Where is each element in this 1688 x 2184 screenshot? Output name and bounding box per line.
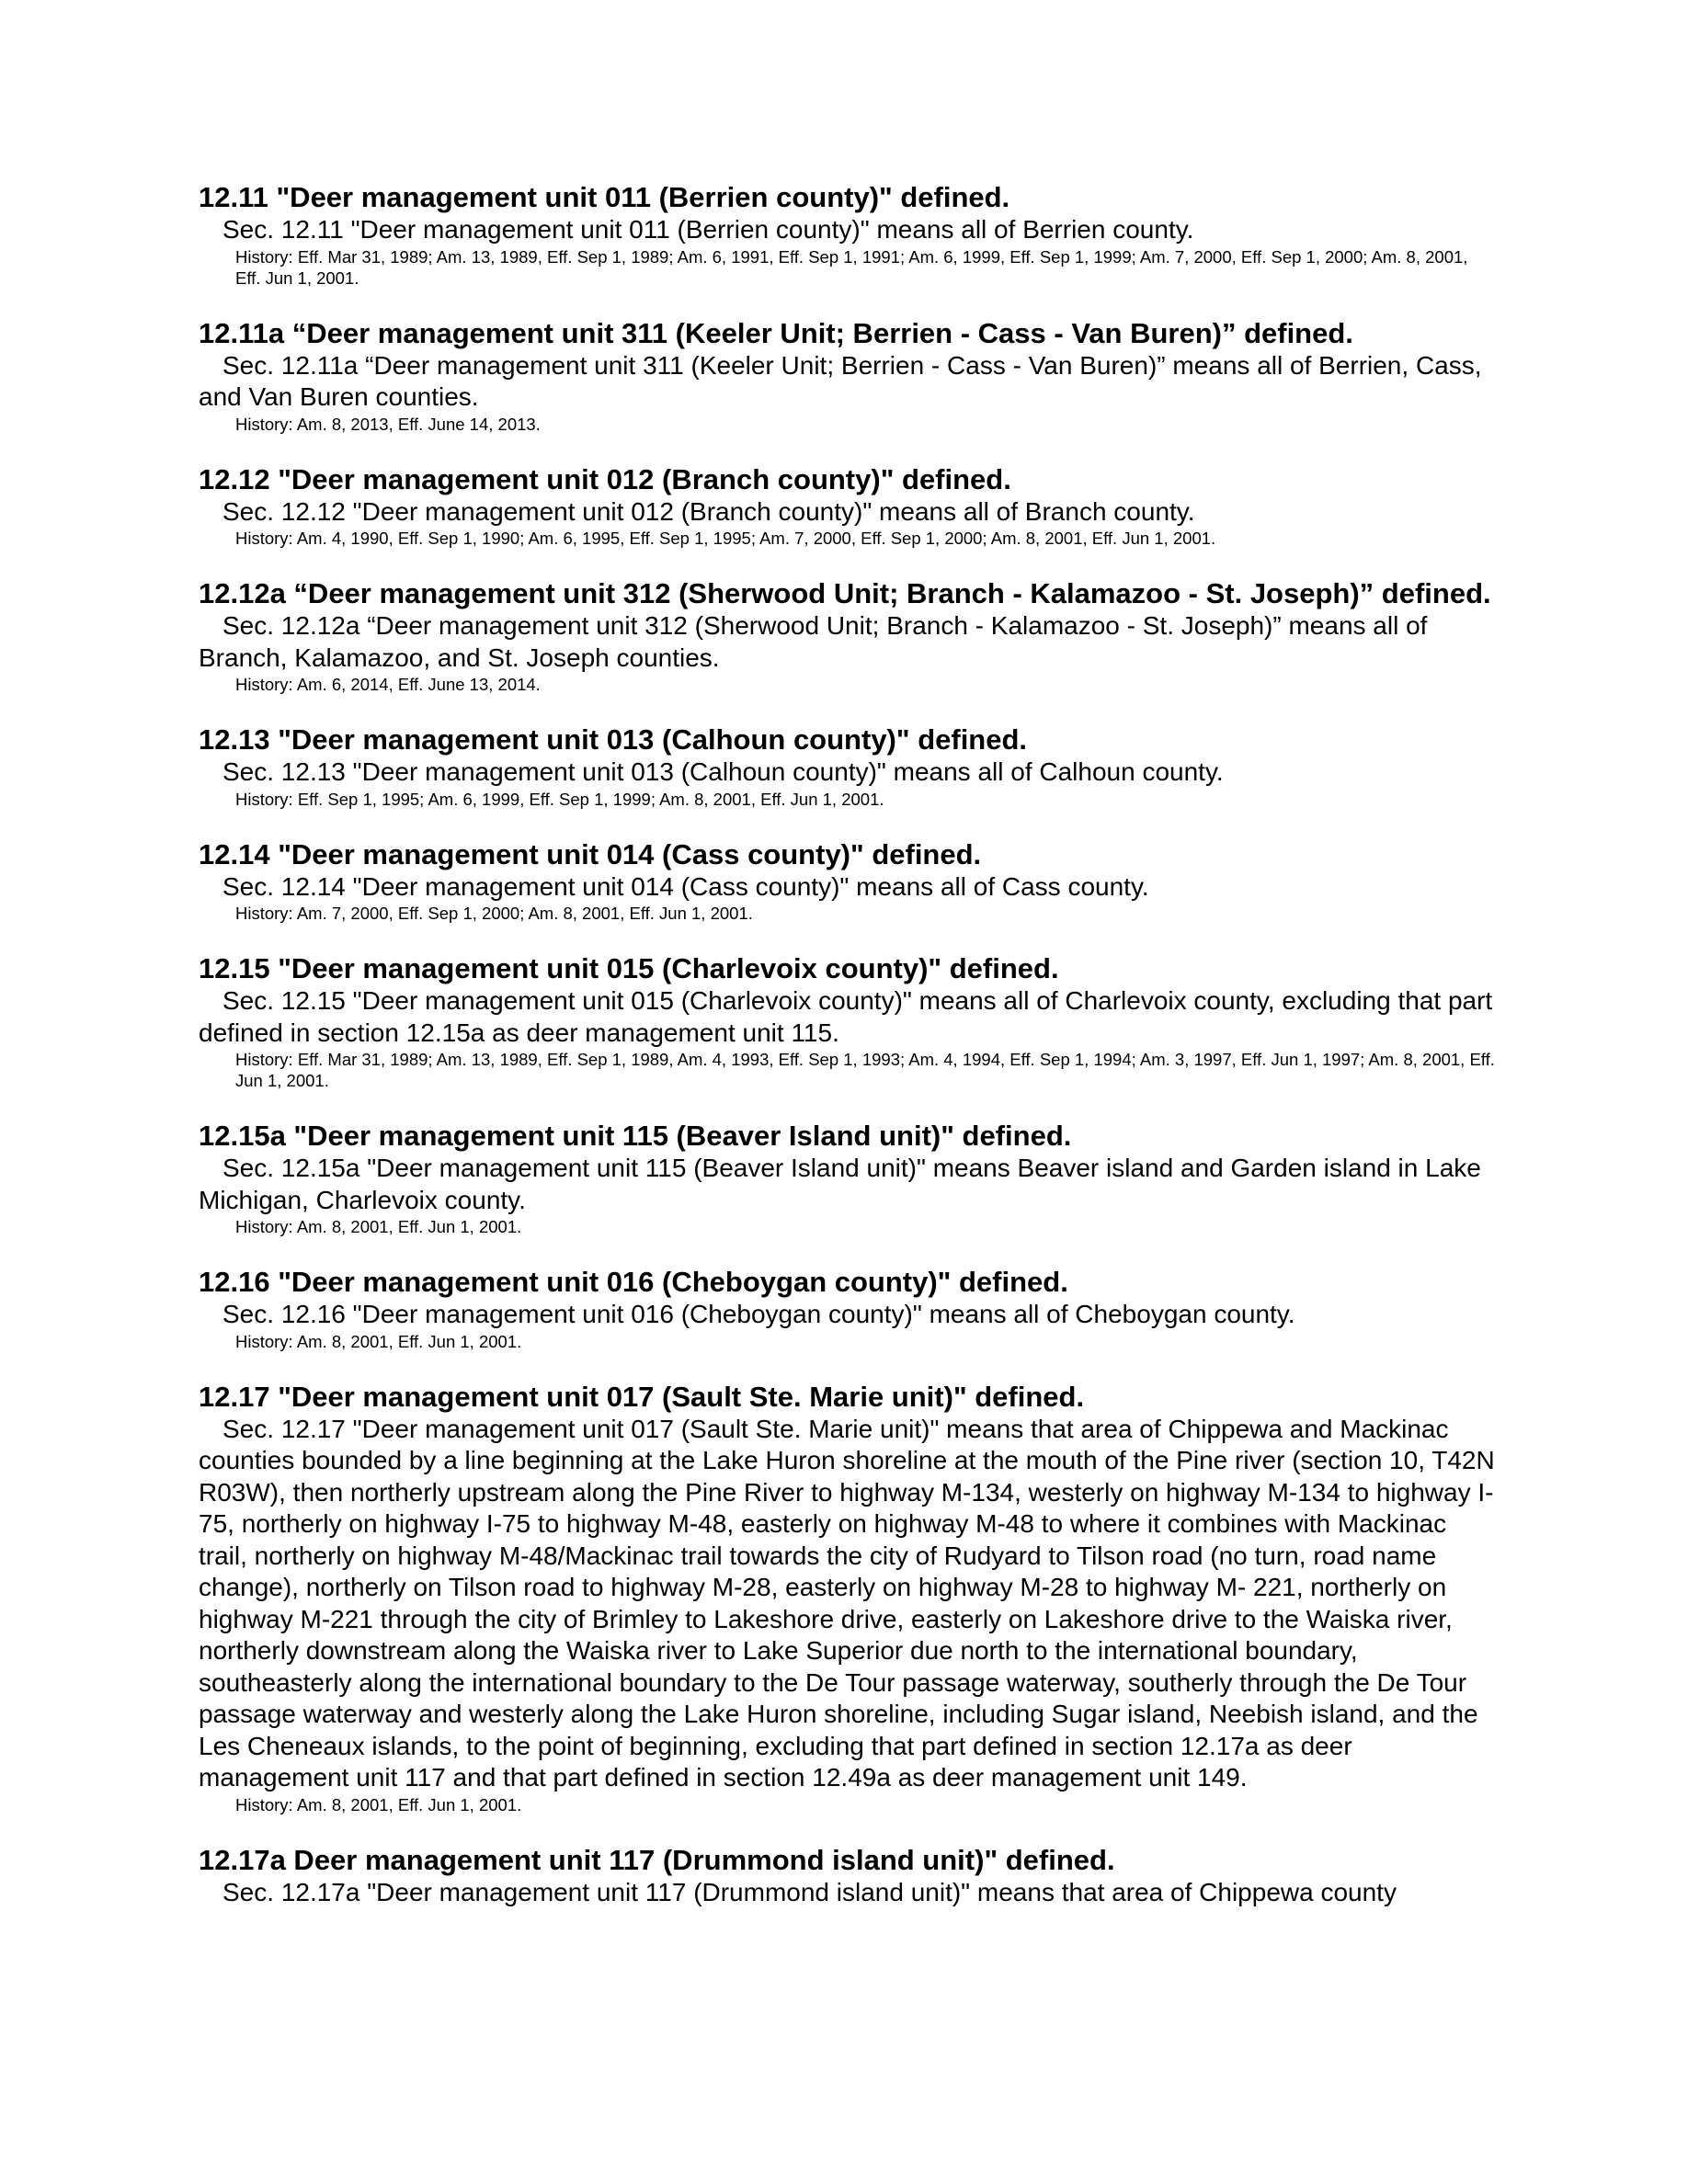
section-12-16 [199,1265,1495,1352]
section-12-17a [199,1843,1495,1909]
section-body: Sec. 12.13 "Deer management unit 013 (Calhoun county)" means all of Calhoun county. [222,757,1224,786]
section-body: Sec. 12.12 "Deer management unit 012 (Branch county)" means all of Branch county. [222,496,1195,526]
section-heading: 12.15 "Deer management unit 015 (Charlevoix county)" defined. [199,952,1059,984]
section-heading: 12.14 "Deer management unit 014 (Cass county)" defined. [199,837,982,870]
section-heading: 12.16 "Deer management unit 016 (Cheboygan county)" defined. [199,1266,1068,1298]
section-body: Sec. 12.15a "Deer management unit 115 (Beaver Island unit)" means Beaver island and Garden island in Lake Michigan, Charlevoix county. [199,1154,1481,1214]
section-12-15 [199,951,1495,1091]
section-heading: 12.11 "Deer management unit 011 (Berrien county)" defined. [199,181,1010,213]
document-page [199,180,1495,1936]
section-history: History: Am. 8, 2001, Eff. Jun 1, 2001. [235,1331,522,1351]
section-body: Sec. 12.15 "Deer management unit 015 (Charlevoix county)" means all of Charlevoix county, excluding that part defined in section 12.15a as deer management unit 115. [199,986,1493,1047]
section-history: History: Am. 8, 2001, Eff. Jun 1, 2001. [235,1794,522,1814]
section-12-11a [199,316,1495,435]
section-history: History: Eff. Mar 31, 1989; Am. 13, 1989, Eff. Sep 1, 1989, Am. 4, 1993, Eff. Sep 1, 1993; Am. 4, 1994, Eff. Sep 1, 1994; Am. 3, 1997, Eff. Jun 1, 1997; Am. 8, 2001, Eff. Jun 1, 2001. [235,1050,1495,1090]
section-history: History: Eff. Mar 31, 1989; Am. 13, 1989, Eff. Sep 1, 1989; Am. 6, 1991, Eff. Sep 1, 1991; Am. 6, 1999, Eff. Sep 1, 1999; Am. 7, 2000, Eff. Sep 1, 2000; Am. 8, 2001, Eff. Jun 1, 2001. [235,246,1468,288]
section-body: Sec. 12.17a "Deer management unit 117 (Drummond island unit)" means that area of Chippewa county [222,1877,1397,1906]
section-body: Sec. 12.12a “Deer management unit 312 (Sherwood Unit; Branch - Kalamazoo - St. Joseph)” means all of Branch, Kalamazoo, and St. Joseph counties. [199,611,1428,672]
section-history: History: Eff. Sep 1, 1995; Am. 6, 1999, Eff. Sep 1, 1999; Am. 8, 2001, Eff. Jun 1, 2001. [235,789,884,809]
section-heading: 12.13 "Deer management unit 013 (Calhoun county)" defined. [199,723,1028,756]
section-body: Sec. 12.16 "Deer management unit 016 (Cheboygan county)" means all of Cheboygan county. [222,1300,1295,1328]
section-history: History: Am. 8, 2013, Eff. June 14, 2013. [235,414,541,434]
section-body: Sec. 12.11a “Deer management unit 311 (Keeler Unit; Berrien - Cass - Van Buren)” means all of Berrien, Cass, and Van Buren counties. [199,350,1482,411]
section-heading: 12.12a “Deer management unit 312 (Sherwood Unit; Branch - Kalamazoo - St. Joseph)” defined. [199,577,1491,609]
section-12-15a [199,1119,1495,1237]
section-heading: 12.12 "Deer management unit 012 (Branch county)" defined. [199,462,1011,495]
section-history: History: Am. 8, 2001, Eff. Jun 1, 2001. [235,1217,522,1236]
section-history: History: Am. 4, 1990, Eff. Sep 1, 1990; Am. 6, 1995, Eff. Sep 1, 1995; Am. 7, 2000, Eff. Sep 1, 2000; Am. 8, 2001, Eff. Jun 1, 2001. [235,529,1216,548]
section-body: Sec. 12.11 "Deer management unit 011 (Berrien county)" means all of Berrien county. [222,215,1194,244]
section-12-11 [199,180,1495,289]
section-heading: 12.15a "Deer management unit 115 (Beaver Island unit)" defined. [199,1120,1072,1152]
section-12-12a [199,576,1495,695]
section-heading: 12.17a Deer management unit 117 (Drummond island unit)" defined. [199,1843,1115,1876]
section-heading: 12.11a “Deer management unit 311 (Keeler Unit; Berrien - Cass - Van Buren)” defined. [199,316,1353,349]
section-12-12 [199,462,1495,550]
section-12-13 [199,722,1495,810]
section-12-17 [199,1380,1495,1815]
section-history: History: Am. 7, 2000, Eff. Sep 1, 2000; Am. 8, 2001, Eff. Jun 1, 2001. [235,904,753,923]
section-12-14 [199,837,1495,925]
section-history: History: Am. 6, 2014, Eff. June 13, 2014. [235,675,541,694]
section-heading: 12.17 "Deer management unit 017 (Sault Ste. Marie unit)" defined. [199,1380,1085,1413]
section-body: Sec. 12.17 "Deer management unit 017 (Sault Ste. Marie unit)" means that area of Chippewa and Mackinac counties bounded by a line beginning at the Lake Huron shoreline at the mouth of the Pine river (section 10, T42N R03W), then northerly upstream along the Pine River to highway M-134, westerly on highway M-134 to highway I-75, northerly on highway I-75 to highway M-48, easterly on highway M-48 to where it combines with Mackinac trail, northerly on highway M-48/Mackinac trail towards the city of Rudyard to Tilson road (no turn, road name change), northerly on Tilson road to highway M-28, easterly on highway M-28 to highway M- 221, northerly on highway M-221 through the city of Brimley to Lakeshore drive, easterly on Lakeshore drive to the Waiska river, northerly downstream along the Waiska river to Lake Superior due north to the international boundary, southeasterly along the international boundary to the De Tour passage waterway, southerly through the De Tour passage waterway and westerly along the Lake Huron shoreline, including Sugar island, Neebish island, and the Les Cheneaux islands, to the point of beginning, excluding that part defined in section 12.17a as deer management unit 117 and that part defined in section 12.49a as deer management unit 149. [199,1414,1495,1792]
section-body: Sec. 12.14 "Deer management unit 014 (Cass county)" means all of Cass county. [222,871,1149,901]
